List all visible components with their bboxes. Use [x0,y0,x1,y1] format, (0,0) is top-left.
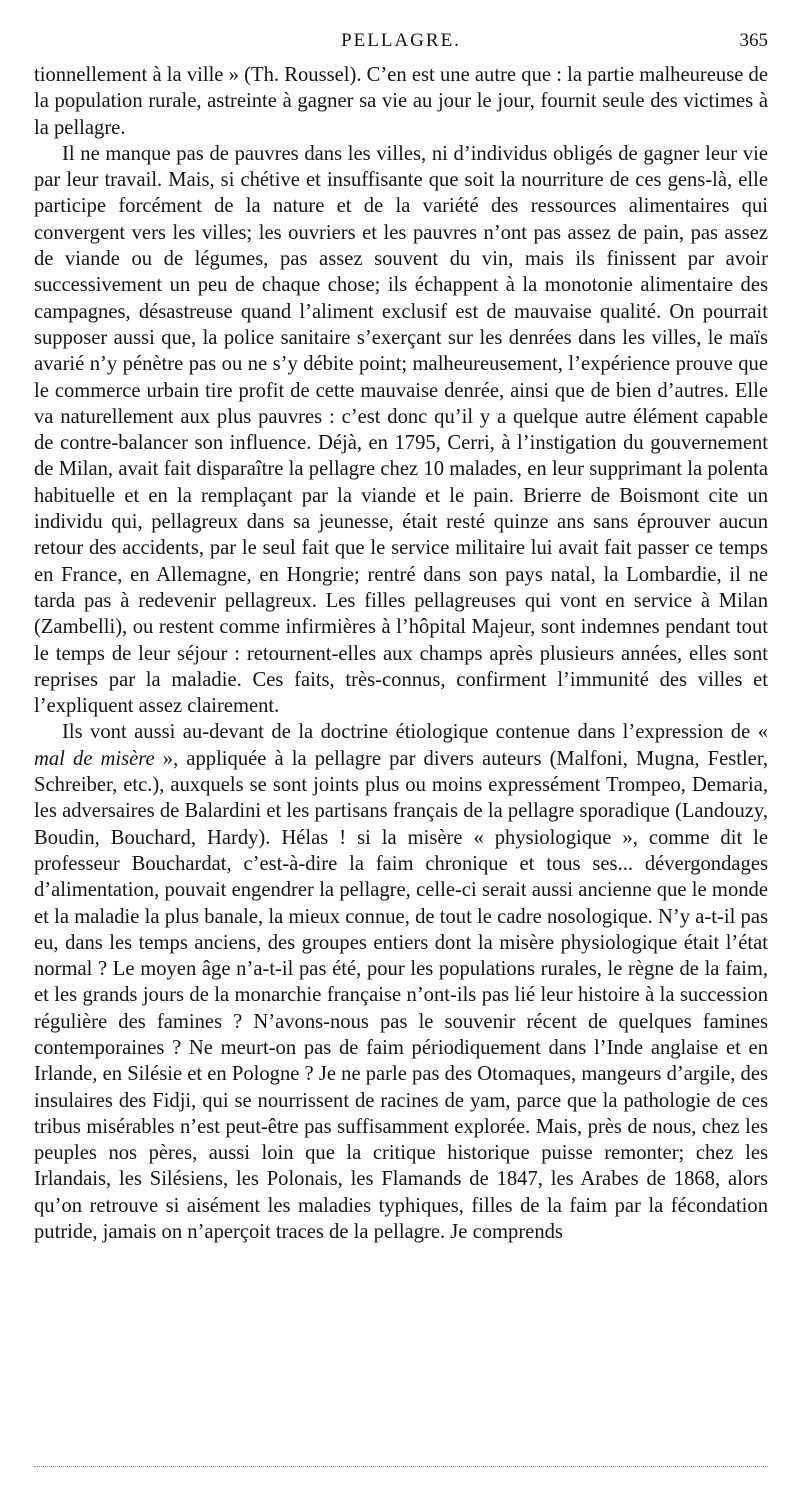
paragraph [34,719,768,1245]
italic-phrase: mal de misère [34,747,155,770]
body-text [34,62,768,1245]
running-title: PELLAGRE. [341,30,461,51]
text-run: Ils vont aussi au-devant de la doctrine étiologique contenue dans l’expression de « [62,721,768,744]
page-number: 365 [739,30,768,51]
page-header [34,30,768,56]
paragraph [34,141,768,720]
text-run: Il ne manque pas de pauvres dans les villes, ni d’individus obligés de gagner leur vie par leur travail. Mais, si chétive et insuffisante que soit la nourriture de ces gens-là, elle participe forcément de la nature et de la variété des ressources alimentaires qui convergent vers les villes; les ouvriers et les pauvres n’ont pas assez de pain, pas assez de viande ou de légumes, pas assez souvent du vin, mais ils finissent par avoir successivement un peu de chaque chose; ils échappent à la monotonie alimentaire des campagnes, désastreuse quand l’aliment exclusif est de mauvaise qualité. On pourrait supposer aussi que, la police sanitaire s’exerçant sur les denrées dans les villes, le maïs avarié n’y pénètre pas ou ne s’y débite point; malheureusement, l’expérience prouve que le commerce urbain tire profit de cette mauvaise denrée, ainsi que de bien d’autres. Elle va naturellement aux plus pauvres : c’est donc qu’il y a quelque autre élément capable de contre-balancer son influence. Déjà, en 1795, Cerri, à l’instigation du gouvernement de Milan, avait fait disparaître la pellagre chez 10 malades, en leur supprimant la polenta habituelle et en la remplaçant par la viande et le pain. Brierre de Boismont cite un individu qui, pellagreux dans sa jeunesse, était resté quinze ans sans éprouver aucun retour des accidents, par le seul fait que le service militaire lui avait fait passer ce temps en France, en Allemagne, en Hongrie; rentré dans son pays natal, la Lombardie, il ne tarda pas à redevenir pellagreux. Les filles pellagreuses qui vont en service à Milan (Zambelli), ou restent comme infirmières à l’hôpital Majeur, sont indemnes pendant tout le temps de leur séjour : retournent-elles aux champs après plusieurs années, elles sont reprises par la maladie. Ces faits, très-connus, confirment l’immunité des villes et l’expliquent assez clairement. [34,142,768,718]
text-run: », appliquée à la pellagre par divers auteurs (Malfoni, Mugna, Festler, Schreiber, etc.), auxquels se sont joints plus ou moins expressément Trompeo, Demaria, les adversaires de Balardini et les partisans français de la pellagre sporadique (Landouzy, Boudin, Bouchard, Hardy). Hélas ! si la misère « physiologique », comme dit le professeur Bouchardat, c’est-à-dire la faim chronique et tous ses... dévergondages d’alimentation, pouvait engendrer la pellagre, celle-ci serait aussi ancienne que le monde et la maladie la plus banale, la mieux connue, de tout le cadre nosologique. N’y a-t-il pas eu, dans les temps anciens, des groupes entiers dont la misère physiologique était l’état normal ? Le moyen âge n’a-t-il pas été, pour les populations rurales, le règne de la faim, et les grands jours de la monarchie française n’ont-ils pas lié leur histoire à la succession régulière des famines ? N’avons-nous pas le souvenir récent de quelques famines contemporaines ? Ne meurt-on pas de faim périodiquement dans l’Inde anglaise et en Irlande, en Silésie et en Pologne ? Je ne parle pas des Otomaques, mangeurs d’argile, des insulaires des Fidji, qui se nourrissent de racines de yam, parce que la pathologie de ces tribus misérables n’est peut-être pas suffisamment explorée. Mais, près de nous, chez les peuples nos pères, aussi loin que la critique historique puisse remonter; chez les Irlandais, les Silésiens, les Polonais, les Flamands de 1847, les Arabes de 1868, alors qu’on retrouve si aisément les maladies typhiques, filles de la faim par la fécondation putride, jamais on n’aperçoit traces de la pellagre. Je comprends [34,747,768,1244]
paragraph [34,62,768,141]
text-run: tionnellement à la ville » (Th. Roussel). C’en est une autre que : la partie malheureuse de la population rurale, astreinte à gagner sa vie au jour le jour, fournit seule des victimes à la pellagre. [34,64,768,139]
footer-dotted-rule [34,1466,768,1467]
